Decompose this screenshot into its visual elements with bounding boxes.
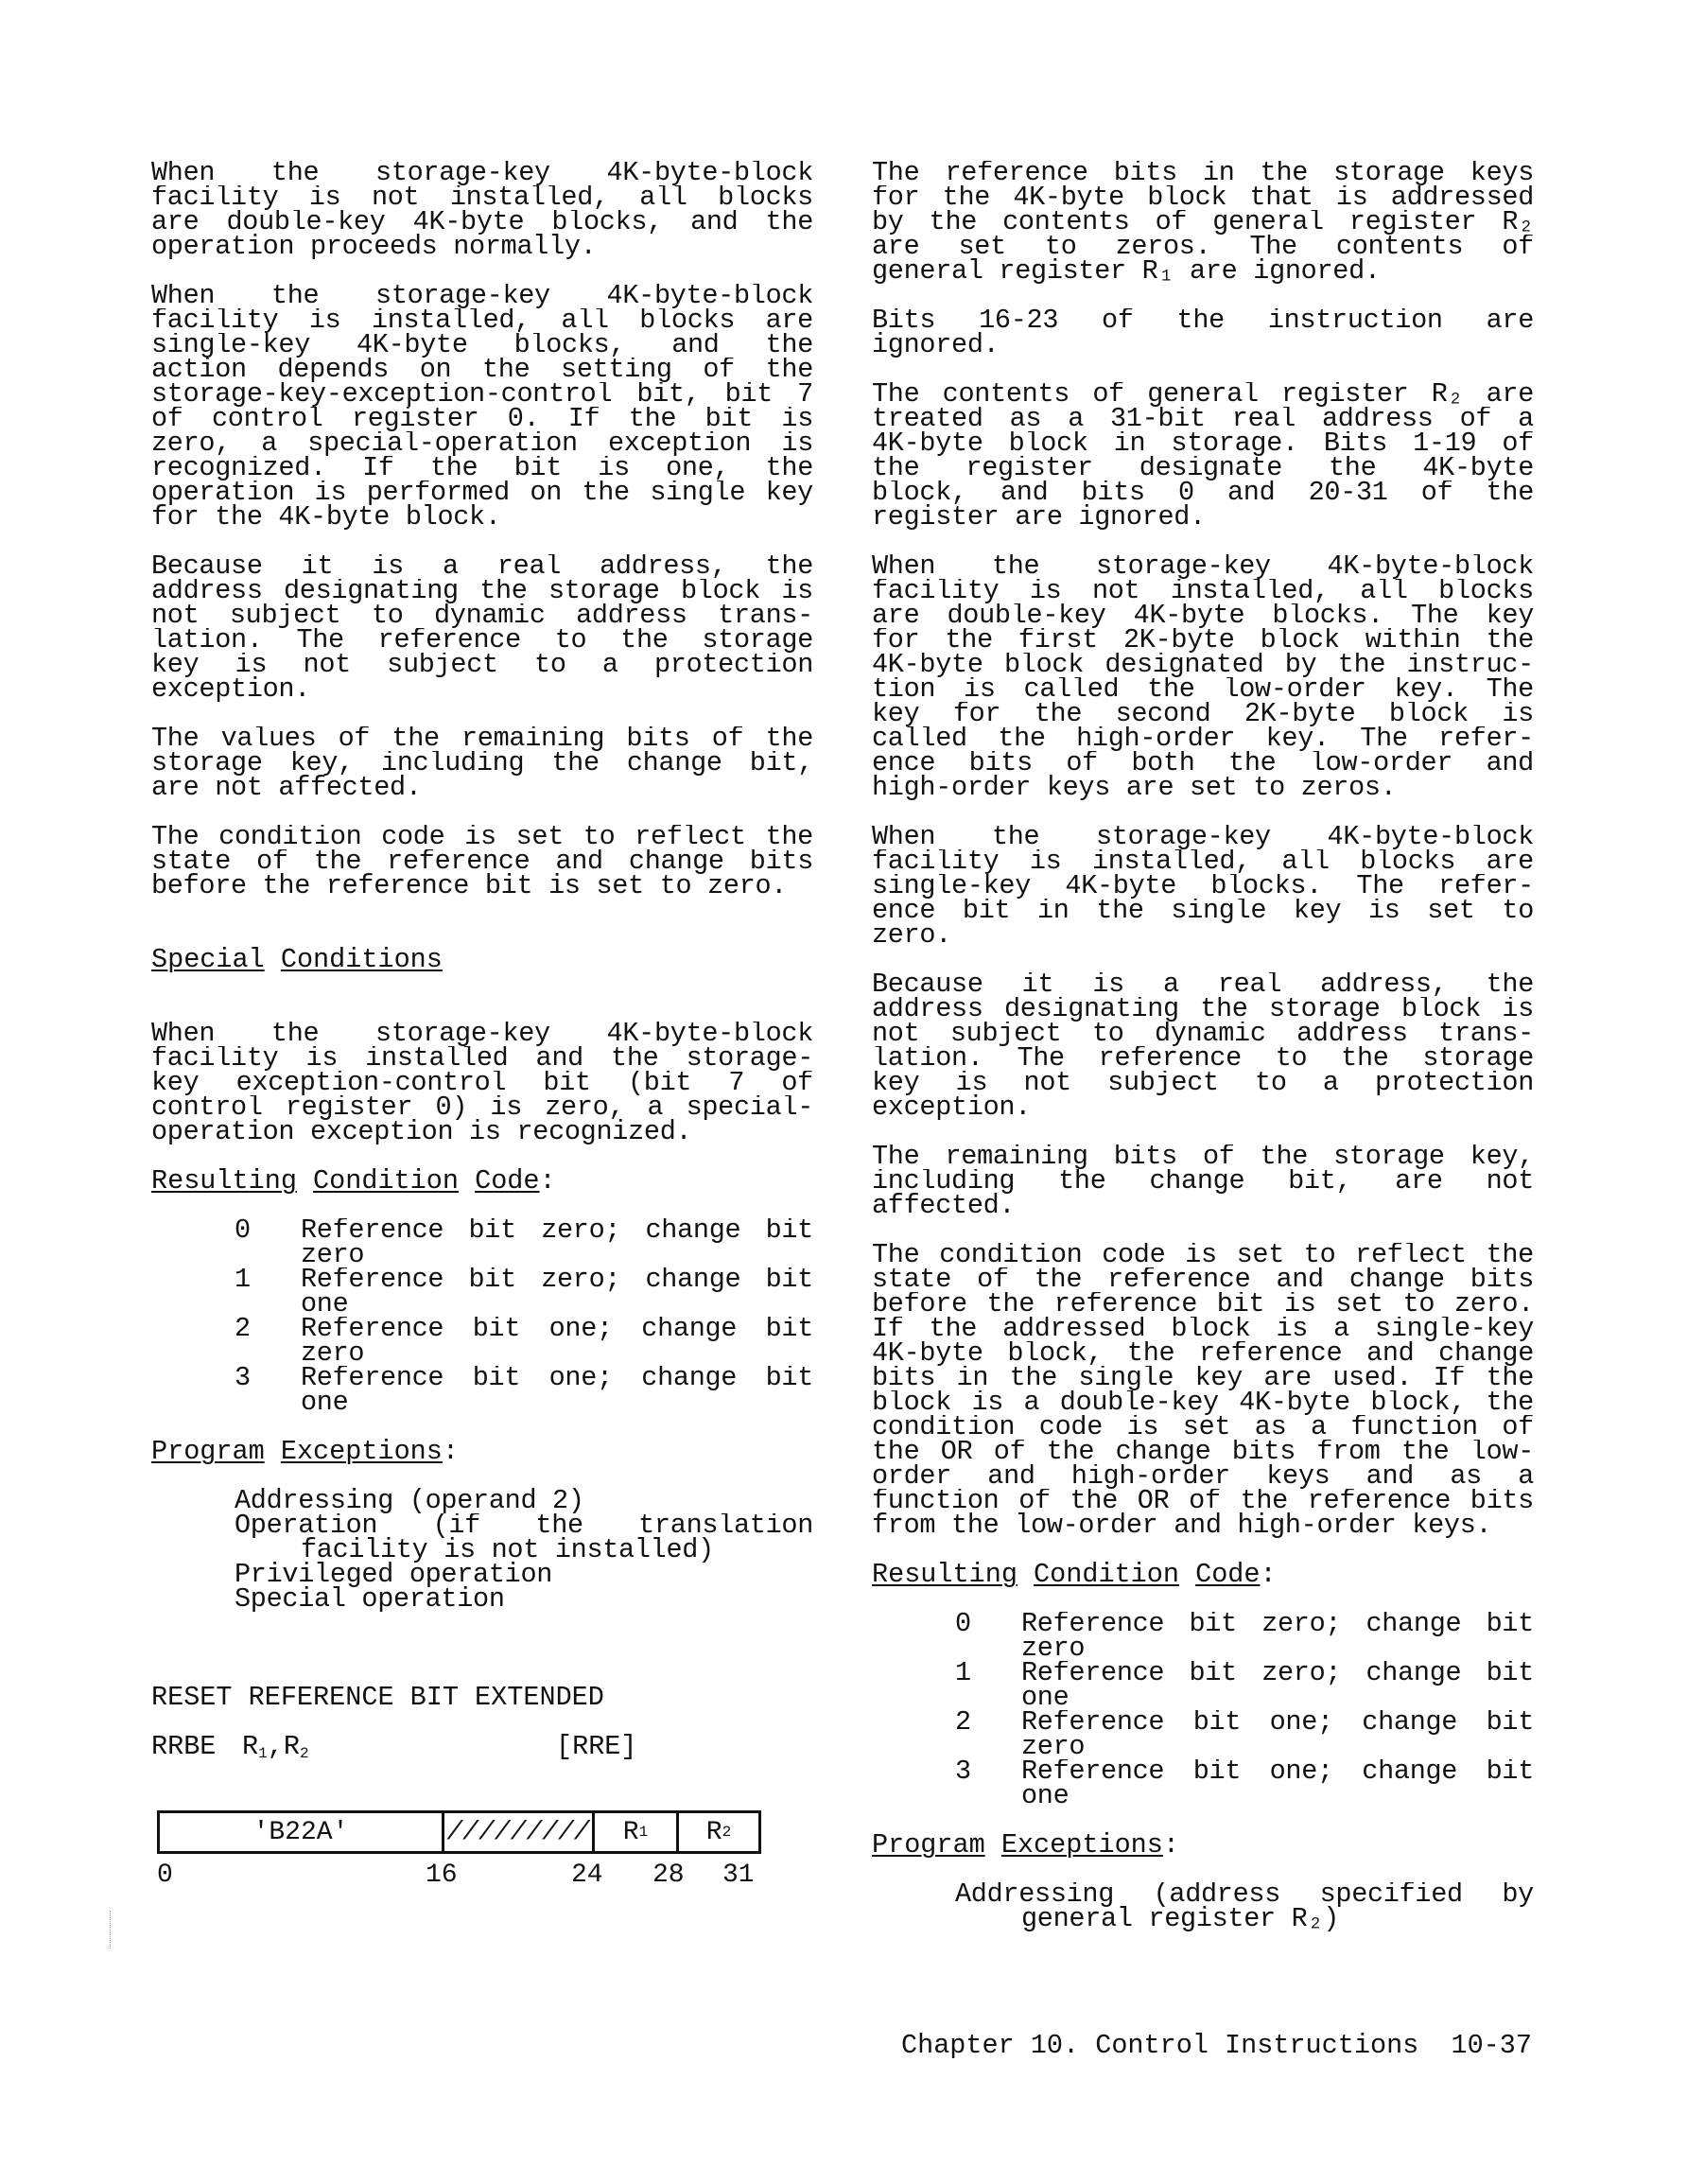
r2-field: R 2 [676, 1810, 761, 1854]
instruction-format-diagram [151, 1784, 757, 1888]
program-exception-item: Operation (if the translation [235, 1513, 813, 1538]
page-footer: Chapter 10. Control Instructions 10-37 [900, 2030, 1532, 2061]
heading-word: Code [475, 1165, 540, 1197]
text-line: zero [301, 1239, 365, 1270]
text-line: bits in the single key are used. If the [872, 1366, 1534, 1390]
program-exception-item: Privileged operation [235, 1559, 553, 1590]
text-line: storage-key-exception-control bit, bit 7 [151, 382, 813, 407]
paragraph [151, 161, 813, 262]
heading-word: Condition [1034, 1559, 1179, 1590]
text-line: ignored. [872, 329, 1000, 360]
condition-code-item [151, 1362, 813, 1418]
paragraph [872, 972, 1534, 1123]
paragraph [151, 726, 813, 803]
instruction-operands [242, 1731, 556, 1762]
left-program-exceptions-heading [151, 1436, 813, 1467]
text-line: Reference bit one; change bit [1021, 1759, 1534, 1784]
heading-word: Condition [313, 1165, 459, 1197]
instruction-format-type: [RRE] [556, 1731, 637, 1762]
text-line: exception. [872, 1092, 1032, 1123]
left-column [151, 161, 813, 1888]
text-line: Reference bit one; change bit [301, 1317, 813, 1341]
bit-position-label: 24 [571, 1861, 603, 1890]
condition-code-description [301, 1317, 813, 1369]
text-line: by the contents of general register R₂ [872, 210, 1534, 235]
heading-word: Exceptions [1000, 1829, 1163, 1861]
condition-code-value: 0 [955, 1608, 972, 1639]
instruction-title: RESET REFERENCE BIT EXTENDED [151, 1682, 604, 1713]
right-resulting-cc-heading [872, 1559, 1534, 1590]
text-line: are not affected. [151, 772, 422, 803]
text-line: Reference bit zero; change bit [1021, 1661, 1534, 1686]
heading-word: Exceptions [280, 1436, 443, 1467]
operand-subscript: 2 [299, 1745, 309, 1762]
condition-code-item [151, 1214, 813, 1270]
text-line: When the storage-key 4K-byte-block [151, 1022, 813, 1046]
text-line: key is not subject to a protection [151, 653, 813, 677]
condition-code-item [872, 1608, 1534, 1664]
text-line: zero. [872, 919, 952, 951]
special-conditions-paragraph [151, 1022, 813, 1147]
text-line: facility is installed, all blocks are [872, 849, 1534, 874]
unused-hatch: ///////// [446, 1817, 590, 1847]
bit-position-label: 0 [157, 1861, 173, 1890]
text-line: one [301, 1387, 349, 1418]
condition-code-value: 1 [955, 1657, 972, 1688]
text-line: facility is not installed, all blocks [872, 579, 1534, 603]
paragraph [872, 825, 1534, 951]
program-exception-item: Addressing (operand 2) [235, 1485, 584, 1516]
opcode-value: 'B22A' [252, 1817, 349, 1847]
text-line: for the first 2K-byte block within the [872, 628, 1534, 653]
condition-code-description [1021, 1612, 1534, 1664]
heading-word: Conditions [280, 944, 443, 975]
right-condition-code-list [872, 1608, 1534, 1811]
text-line: not subject to dynamic address trans- [151, 603, 813, 628]
text-line: state of the reference and change bits [872, 1267, 1534, 1292]
condition-code-item [872, 1756, 1534, 1811]
text-line: one [301, 1288, 349, 1319]
text-line: zero [301, 1337, 365, 1369]
text-line: When the storage-key 4K-byte-block [872, 554, 1534, 579]
heading-word: Code [1195, 1559, 1261, 1590]
text-line: recognized. If the bit is one, the [151, 456, 813, 480]
r1-letter: R [622, 1817, 639, 1847]
operand-subscript: 1 [258, 1745, 268, 1762]
heading-colon: : [1162, 1829, 1179, 1861]
text-line: When the storage-key 4K-byte-block [151, 284, 813, 308]
text-line: The remaining bits of the storage key, [872, 1144, 1534, 1169]
paragraph [872, 382, 1534, 533]
text-line: before the reference bit is set to zero. [151, 870, 788, 901]
text-line: affected. [872, 1190, 1016, 1221]
text-line: lation. The reference to the storage [151, 628, 813, 653]
bit-position-label: 16 [426, 1861, 458, 1890]
text-line: order and high-order keys and as a [872, 1464, 1534, 1489]
right-program-exceptions-heading [872, 1829, 1534, 1861]
heading-colon: : [1260, 1559, 1277, 1590]
text-line: action depends on the setting of the [151, 358, 813, 382]
paragraph [872, 1243, 1534, 1541]
text-line: facility is installed and the storage- [151, 1046, 813, 1071]
condition-code-description [1021, 1661, 1534, 1713]
text-line: 4K-byte block in storage. Bits 1-19 of [872, 431, 1534, 456]
text-line: The condition code is set to reflect the [872, 1243, 1534, 1267]
text-line: block, and bits 0 and 20-31 of the [872, 480, 1534, 505]
condition-code-value: 0 [235, 1214, 252, 1246]
paragraph [151, 825, 813, 899]
text-line: before the reference bit is set to zero. [872, 1292, 1534, 1317]
condition-code-item [151, 1313, 813, 1369]
text-line: The values of the remaining bits of the [151, 726, 813, 751]
text-line: from the low-order and high-order keys. [872, 1510, 1492, 1541]
text-line: control register 0) is zero, a special- [151, 1095, 813, 1120]
condition-code-item [872, 1657, 1534, 1713]
text-line: one [1021, 1682, 1070, 1713]
text-line: treated as a 31-bit real address of a [872, 407, 1534, 431]
instruction-format-line [151, 1731, 813, 1762]
text-line: facility is installed, all blocks are [151, 308, 813, 333]
heading-word: Resulting [151, 1165, 297, 1197]
text-line: Reference bit zero; change bit [301, 1267, 813, 1292]
operand-separator: , [267, 1731, 284, 1762]
left-resulting-cc-heading [151, 1165, 813, 1197]
text-line: If the addressed block is a single-key [872, 1317, 1534, 1341]
text-line: exception. [151, 673, 311, 705]
text-line: When the storage-key 4K-byte-block [872, 825, 1534, 849]
text-line: not subject to dynamic address trans- [872, 1022, 1534, 1046]
left-condition-code-list [151, 1214, 813, 1418]
condition-code-description [1021, 1710, 1534, 1762]
text-line: operation proceeds normally. [151, 231, 597, 262]
text-line: ence bit in the single key is set to [872, 899, 1534, 923]
text-line: The contents of general register R₂ are [872, 382, 1534, 407]
text-line: for the 4K-byte block that is addressed [872, 185, 1534, 210]
special-conditions-heading [151, 944, 813, 975]
condition-code-value: 3 [955, 1756, 972, 1787]
program-exception-continuation: facility is not installed) [301, 1534, 714, 1565]
condition-code-item [151, 1264, 813, 1319]
text-line: Reference bit one; change bit [1021, 1710, 1534, 1735]
text-line: of control register 0. If the bit is [151, 407, 813, 431]
operand-letter: R [283, 1731, 300, 1762]
text-line: ence bits of both the low-order and [872, 751, 1534, 776]
text-line: Bits 16-23 of the instruction are [872, 308, 1534, 333]
condition-code-value: 3 [235, 1362, 252, 1393]
paragraph [872, 308, 1534, 358]
text-line: single-key 4K-byte blocks. The refer- [872, 874, 1534, 899]
text-line: the register designate the 4K-byte [872, 456, 1534, 480]
text-line: one [1021, 1780, 1070, 1811]
heading-word: Special [151, 944, 265, 975]
text-line: condition code is set as a function of [872, 1415, 1534, 1440]
right-body-paragraphs [872, 161, 1534, 1541]
text-line: address designating the storage block is [872, 997, 1534, 1022]
right-program-exception-list [955, 1882, 1534, 1934]
text-line: The reference bits in the storage keys [872, 161, 1534, 185]
text-line: When the storage-key 4K-byte-block [151, 161, 813, 185]
program-exception-item: Addressing (address specified by [955, 1882, 1534, 1907]
paragraph [151, 554, 813, 705]
text-line: block is a double-key 4K-byte block, the [872, 1390, 1534, 1415]
text-line: operation exception is recognized. [151, 1116, 692, 1147]
text-line: register are ignored. [872, 501, 1206, 533]
condition-code-value: 2 [235, 1313, 252, 1344]
condition-code-description [301, 1218, 813, 1270]
heading-colon: : [442, 1436, 459, 1467]
instruction-mnemonic: RRBE [151, 1731, 217, 1762]
left-body-paragraphs [151, 161, 813, 899]
text-line: key is not subject to a protection [872, 1071, 1534, 1095]
paragraph [872, 1144, 1534, 1221]
text-line: address designating the storage block is [151, 579, 813, 603]
paragraph [872, 554, 1534, 803]
text-line: key exception-control bit (bit 7 of [151, 1071, 813, 1095]
heading-word: Program [151, 1436, 265, 1467]
bit-position-label: 31 [722, 1861, 755, 1890]
text-line: Reference bit one; change bit [301, 1366, 813, 1390]
program-exception-continuation: general register R₂) [1021, 1903, 1340, 1934]
scan-artifact [110, 1911, 113, 1948]
condition-code-item [872, 1706, 1534, 1762]
text-line: tion is called the low-order key. The [872, 677, 1534, 702]
text-line: called the high-order key. The refer- [872, 726, 1534, 751]
heading-word: Resulting [872, 1559, 1017, 1590]
text-line: 4K-byte block, the reference and change [872, 1341, 1534, 1366]
program-exception-item: Special operation [235, 1583, 505, 1615]
text-line: zero [1021, 1633, 1086, 1664]
text-line: facility is not installed, all blocks [151, 185, 813, 210]
text-line: Because it is a real address, the [151, 554, 813, 579]
operand-letter: R [242, 1731, 259, 1762]
text-line: operation is performed on the single key [151, 480, 813, 505]
right-column [872, 161, 1534, 1934]
text-line: storage key, including the change bit, [151, 751, 813, 776]
opcode-field [157, 1810, 444, 1854]
text-line: are double-key 4K-byte blocks, and the [151, 210, 813, 235]
text-line: single-key 4K-byte blocks, and the [151, 333, 813, 358]
text-line: Reference bit zero; change bit [301, 1218, 813, 1243]
text-line: are double-key 4K-byte blocks. The key [872, 603, 1534, 628]
condition-code-value: 2 [955, 1706, 972, 1738]
text-line: lation. The reference to the storage [872, 1046, 1534, 1071]
bit-position-label: 28 [652, 1861, 685, 1890]
left-program-exception-list [235, 1485, 813, 1615]
condition-code-description [301, 1267, 813, 1317]
text-line: function of the OR of the reference bits [872, 1489, 1534, 1513]
text-line: general register R₁ are ignored. [872, 255, 1381, 287]
text-line: state of the reference and change bits [151, 849, 813, 874]
paragraph [151, 284, 813, 533]
text-line: including the change bit, are not [872, 1169, 1534, 1194]
paragraph [872, 161, 1534, 287]
text-line: high-order keys are set to zeros. [872, 772, 1397, 803]
text-line: The condition code is set to reflect the [151, 825, 813, 849]
r2-letter: R [705, 1817, 722, 1847]
heading-word: Program [872, 1829, 985, 1861]
text-line: Because it is a real address, the [872, 972, 1534, 997]
condition-code-description [301, 1366, 813, 1418]
text-line: Reference bit zero; change bit [1021, 1612, 1534, 1636]
text-line: 4K-byte block designated by the instruc- [872, 653, 1534, 677]
text-line: key for the second 2K-byte block is [872, 702, 1534, 726]
heading-colon: : [539, 1165, 556, 1197]
text-line: zero [1021, 1731, 1086, 1762]
text-line: the OR of the change bits from the low- [872, 1440, 1534, 1464]
text-line: are set to zeros. The contents of [872, 235, 1534, 259]
condition-code-value: 1 [235, 1264, 252, 1295]
text-line: for the 4K-byte block. [151, 501, 501, 533]
text-line: zero, a special-operation exception is [151, 431, 813, 456]
unused-field [442, 1810, 595, 1854]
r1-field: R 1 [592, 1810, 679, 1854]
condition-code-description [1021, 1759, 1534, 1811]
